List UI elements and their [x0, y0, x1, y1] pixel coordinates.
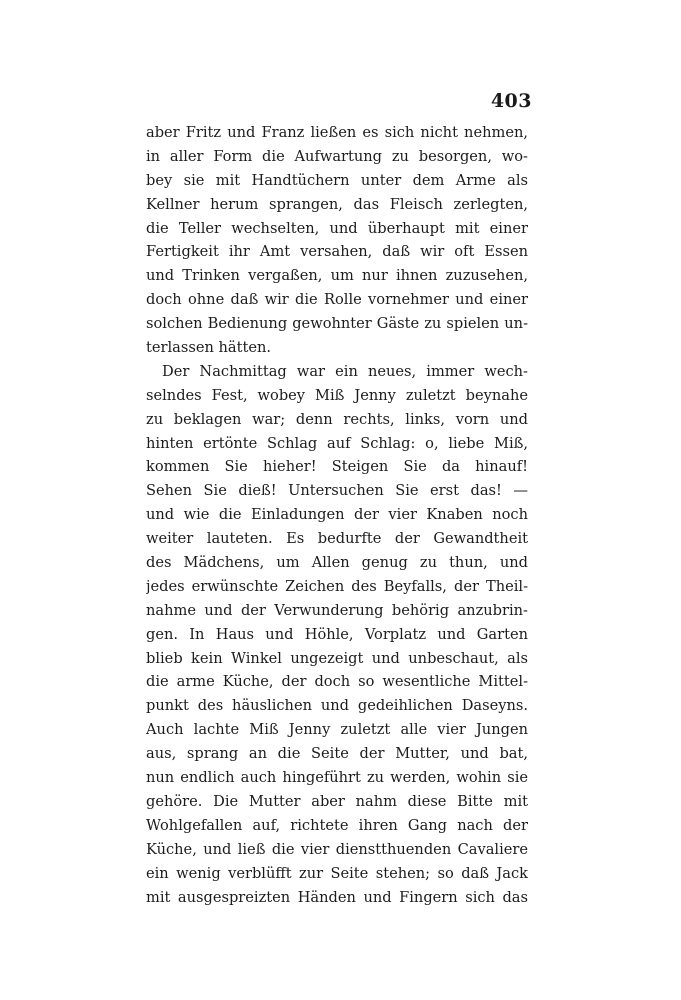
text-line: ein wenig verblüfft zur Seite stehen; so daß Jack	[146, 864, 528, 882]
text-line: blieb kein Winkel ungezeigt und unbeschaut, als	[146, 649, 528, 667]
page-number: 403	[490, 90, 532, 112]
text-line: Auch lachte Miß Jenny zuletzt alle vier Jungen	[146, 721, 528, 739]
text-line: Wohlgefallen auf, richtete ihren Gang nach der	[146, 816, 528, 834]
text-line: gehöre. Die Mutter aber nahm diese Bitte mit	[146, 792, 528, 810]
body-text	[146, 121, 528, 909]
text-line: und Trinken vergaßen, um nur ihnen zuzusehen,	[146, 267, 528, 285]
text-line: zu beklagen war; denn rechts, links, vorn und	[146, 410, 528, 428]
text-line: Kellner herum sprangen, das Fleisch zerlegten,	[146, 195, 528, 213]
text-line: jedes erwünschte Zeichen des Beyfalls, der Theil-	[146, 577, 528, 595]
text-line: die arme Küche, der doch so wesentliche Mittel-	[146, 673, 528, 691]
text-line: weiter lauteten. Es bedurfte der Gewandtheit	[146, 530, 528, 548]
text-line: bey sie mit Handtüchern unter dem Arme als	[146, 171, 528, 189]
text-line: nun endlich auch hingeführt zu werden, wohin sie	[146, 769, 528, 787]
text-line: hinten ertönte Schlag auf Schlag: o, liebe Miß,	[146, 434, 528, 452]
text-line: nahme und der Verwunderung behörig anzubrin-	[146, 601, 528, 619]
text-line: selndes Fest, wobey Miß Jenny zuletzt beynahe	[146, 386, 528, 404]
text-line: doch ohne daß wir die Rolle vornehmer und einer	[146, 291, 528, 309]
text-line: des Mädchens, um Allen genug zu thun, und	[146, 554, 528, 572]
text-line: und wie die Einladungen der vier Knaben noch	[146, 506, 528, 524]
text-line: solchen Bedienung gewohnter Gäste zu spielen un-	[146, 315, 528, 333]
text-line: Sehen Sie dieß! Untersuchen Sie erst das! —	[146, 482, 528, 500]
text-line: aus, sprang an die Seite der Mutter, und bat,	[146, 745, 528, 763]
text-line: mit ausgespreizten Händen und Fingern sich das	[146, 888, 528, 906]
paragraph-start-line: Der Nachmittag war ein neues, immer wech-	[162, 362, 528, 380]
text-line: punkt des häuslichen und gedeihlichen Daseyns.	[146, 697, 528, 715]
text-line: in aller Form die Aufwartung zu besorgen, wo-	[146, 147, 528, 165]
text-line: die Teller wechselten, und überhaupt mit einer	[146, 219, 528, 237]
text-line: gen. In Haus und Höhle, Vorplatz und Garten	[146, 625, 528, 643]
text-line: aber Fritz und Franz ließen es sich nicht nehmen,	[146, 124, 528, 141]
text-line: Küche, und ließ die vier dienstthuenden Cavaliere	[146, 840, 528, 858]
text-line: kommen Sie hieher! Steigen Sie da hinauf!	[146, 458, 528, 476]
text-line: terlassen hätten.	[146, 339, 272, 357]
text-line: Fertigkeit ihr Amt versahen, daß wir oft Essen	[146, 243, 528, 261]
